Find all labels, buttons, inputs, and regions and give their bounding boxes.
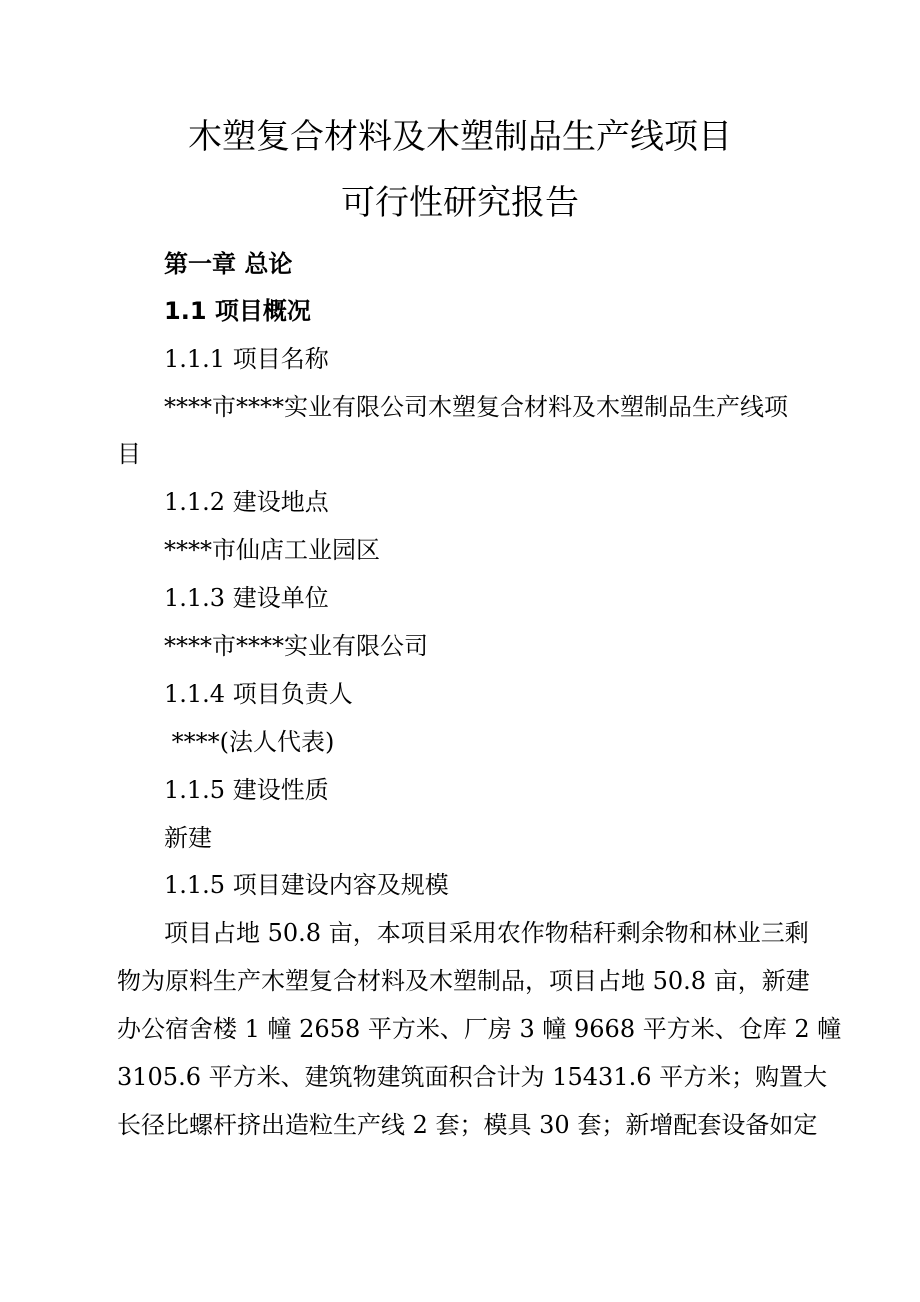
paragraph-line: 办公宿舍楼 1 幢 2658 平方米、厂房 3 幢 9668 平方米、仓库 2 幢 — [117, 1015, 842, 1043]
document-title-line1: 木塑复合材料及木塑制品生产线项目 — [188, 117, 732, 157]
item-label-nature: 1.1.5 建设性质 — [164, 776, 329, 804]
item-value-location: ****市仙店工业园区 — [164, 536, 380, 564]
item-value-responsible: ****(法人代表) — [164, 728, 335, 756]
paragraph-line: 物为原料生产木塑复合材料及木塑制品，项目占地 50.8 亩，新建 — [117, 967, 810, 995]
item-label-unit: 1.1.3 建设单位 — [164, 584, 329, 612]
item-value-nature: 新建 — [164, 824, 212, 852]
item-value-project-name-cont: 目 — [117, 440, 141, 468]
document-title-line2: 可行性研究报告 — [341, 183, 579, 223]
paragraph-line: 3105.6 平方米、建筑物建筑面积合计为 15431.6 平方米；购置大 — [117, 1063, 828, 1091]
item-value-unit: ****市****实业有限公司 — [164, 632, 428, 660]
item-label-responsible: 1.1.4 项目负责人 — [164, 680, 353, 708]
item-label-location: 1.1.2 建设地点 — [164, 488, 329, 516]
item-label-scope: 1.1.5 项目建设内容及规模 — [164, 871, 449, 899]
item-label-project-name: 1.1.1 项目名称 — [164, 345, 329, 373]
item-value-project-name: ****市****实业有限公司木塑复合材料及木塑制品生产线项 — [164, 393, 788, 421]
section-heading: 1.1 项目概况 — [164, 297, 311, 325]
chapter-heading: 第一章 总论 — [164, 250, 293, 278]
paragraph-line: 长径比螺杆挤出造粒生产线 2 套；模具 30 套；新增配套设备如定 — [117, 1111, 818, 1139]
paragraph-line: 项目占地 50.8 亩，本项目采用农作物秸秆剩余物和林业三剩 — [164, 919, 809, 947]
